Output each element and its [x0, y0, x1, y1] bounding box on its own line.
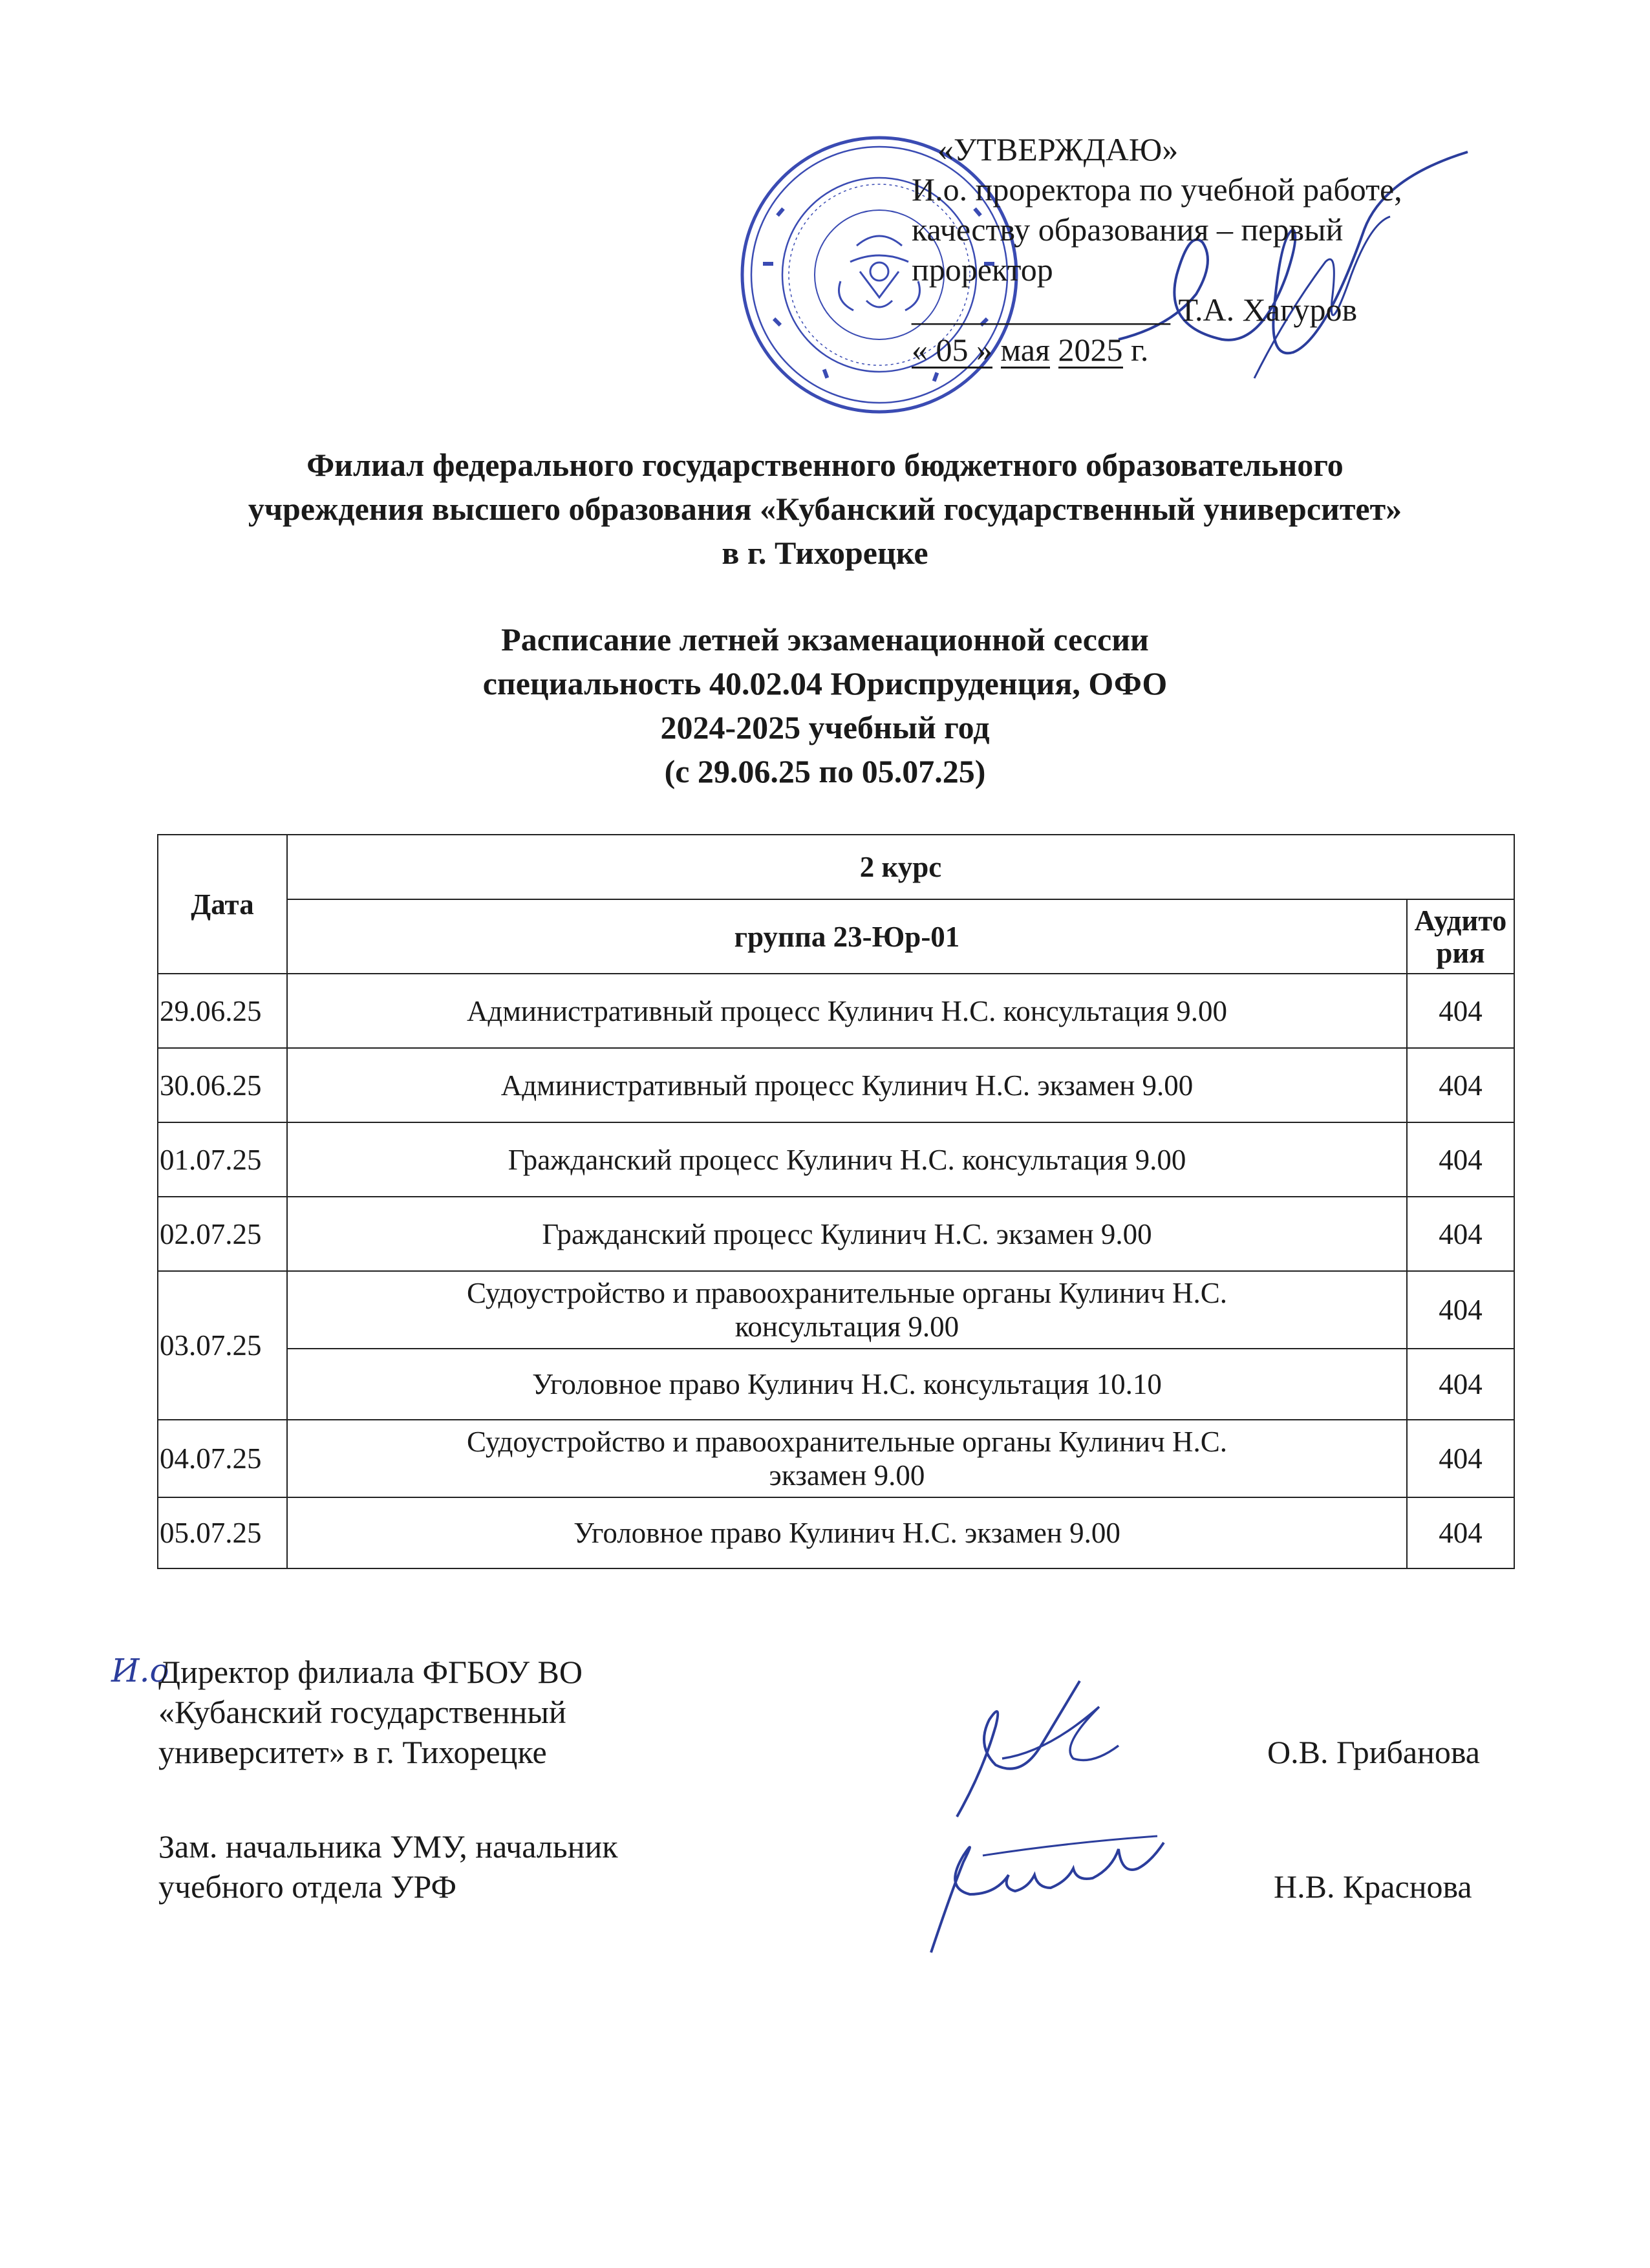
row-date: 30.06.25 [158, 1048, 287, 1122]
table-row [158, 1122, 1514, 1197]
row-room: 404 [1407, 1420, 1514, 1497]
approval-date-day: « 05 » [912, 332, 992, 368]
row-event: Уголовное право Кулинич Н.С. экзамен 9.00 [287, 1497, 1407, 1568]
table-row [158, 1048, 1514, 1122]
title-line1: Расписание летней экзаменационной сессии [501, 621, 1149, 658]
row-event: Административный процесс Кулинич Н.С. экзамен 9.00 [287, 1048, 1407, 1122]
row-event: Административный процесс Кулинич Н.С. консультация 9.00 [287, 974, 1407, 1048]
table-row [158, 1349, 1514, 1420]
signature-blank: ________________ [912, 292, 1170, 328]
approval-date-suffix: г. [1131, 332, 1149, 368]
approval-date-year: 2025 [1058, 332, 1123, 368]
header-course: 2 курс [287, 835, 1514, 899]
approval-date-month: мая [1000, 332, 1050, 368]
approval-position-line1: И.о. проректора по учебной работе, [912, 171, 1402, 208]
director-name: О.В. Грибанова [1267, 1734, 1481, 1770]
deputy-block [158, 1826, 805, 1907]
table-row [158, 1420, 1514, 1497]
approval-position-line2: качеству образования – первый [912, 211, 1344, 248]
row-event: Гражданский процесс Кулинич Н.С. экзамен 9.00 [287, 1197, 1407, 1271]
row-room: 404 [1407, 1048, 1514, 1122]
table-subheader-row [158, 899, 1514, 974]
table-row [158, 1271, 1514, 1349]
table-row [158, 1497, 1514, 1568]
table-row [158, 974, 1514, 1048]
row-event: Гражданский процесс Кулинич Н.С. консультация 9.00 [287, 1122, 1407, 1197]
row-date: 05.07.25 [158, 1497, 287, 1568]
approval-position-line3: проректор [912, 251, 1053, 288]
row-date: 01.07.25 [158, 1122, 287, 1197]
director-block [158, 1652, 805, 1772]
row-room: 404 [1407, 1349, 1514, 1420]
header-room: Аудито рия [1407, 899, 1514, 974]
institution-heading [91, 443, 1559, 575]
institution-line2: учреждения высшего образования «Кубанский государственный университет» [248, 491, 1402, 527]
row-date: 03.07.25 [158, 1271, 287, 1420]
approval-signer: Т.А. Хагуров [1178, 292, 1358, 328]
title-line3: 2024-2025 учебный год [660, 709, 990, 745]
deputy-line2: учебного отдела УРФ [158, 1868, 456, 1905]
title-line4: (с 29.06.25 по 05.07.25) [664, 753, 986, 789]
director-signature [944, 1668, 1125, 1823]
title-line2: специальность 40.02.04 Юриспруденция, ОФО [482, 665, 1168, 701]
deputy-line1: Зам. начальника УМУ, начальник [158, 1828, 618, 1865]
institution-line1: Филиал федерального государственного бюджетного образовательного [306, 447, 1344, 483]
director-line3: университет» в г. Тихорецке [158, 1734, 547, 1770]
row-room: 404 [1407, 1197, 1514, 1271]
table-row [158, 1197, 1514, 1271]
row-event: Уголовное право Кулинич Н.С. консультация 10.10 [287, 1349, 1407, 1420]
director-line1: Директор филиала ФГБОУ ВО [158, 1654, 583, 1690]
institution-line3: в г. Тихорецке [722, 535, 928, 571]
row-date: 29.06.25 [158, 974, 287, 1048]
row-date: 02.07.25 [158, 1197, 287, 1271]
header-date: Дата [158, 835, 287, 974]
row-event: Судоустройство и правоохранительные органы Кулинич Н.С. экзамен 9.00 [287, 1420, 1407, 1497]
row-event: Судоустройство и правоохранительные органы Кулинич Н.С. консультация 9.00 [287, 1271, 1407, 1349]
table-header-row [158, 835, 1514, 899]
row-date: 04.07.25 [158, 1420, 287, 1497]
row-room: 404 [1407, 1271, 1514, 1349]
deputy-signature [905, 1817, 1177, 1959]
row-room: 404 [1407, 974, 1514, 1048]
row-room: 404 [1407, 1497, 1514, 1568]
exam-schedule-table [157, 834, 1515, 1569]
schedule-title [91, 617, 1559, 793]
approval-signer-line [912, 290, 1526, 330]
director-line2: «Кубанский государственный [158, 1694, 566, 1730]
approval-block [912, 129, 1526, 370]
director-acting-prefix: И.о [111, 1652, 169, 1689]
header-group: группа 23-Юр-01 [287, 899, 1407, 974]
approval-date [912, 330, 1526, 370]
approval-title: «УТВЕРЖДАЮ» [938, 131, 1179, 167]
row-room: 404 [1407, 1122, 1514, 1197]
deputy-name: Н.В. Краснова [1274, 1868, 1472, 1905]
